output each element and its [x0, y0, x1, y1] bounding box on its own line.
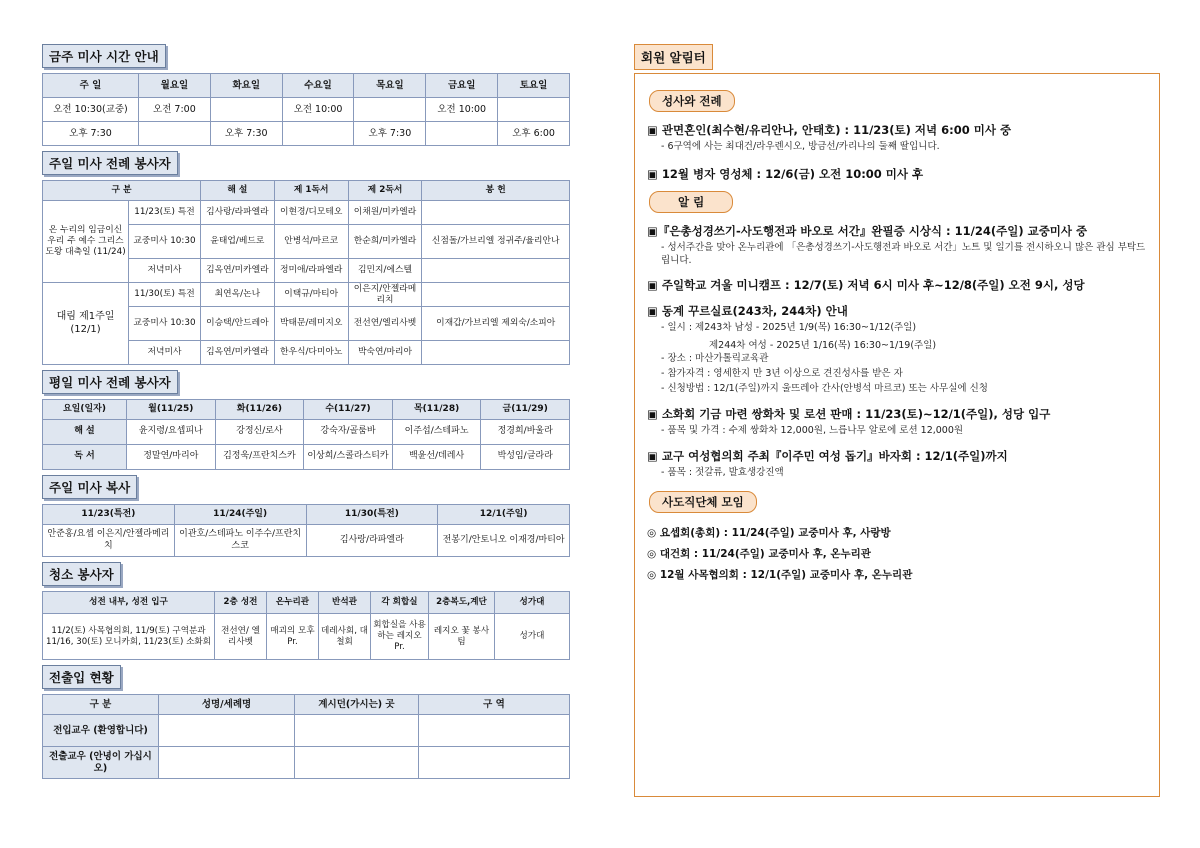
notice-detail: - 6구역에 사는 최대건/라우렌시오, 방금선/카리나의 둘째 딸입니다.	[661, 141, 940, 152]
notice-detail: - 신청방법 : 12/1(주일)까지 울뜨레아 간사(안병석 마르코) 또는 사무실에 신청	[661, 382, 988, 394]
table-cell: 전봉기/안토니오 이재경/마티아	[438, 525, 570, 557]
table-cell: 안준홍/요셉 이은지/안젤라메리치	[43, 525, 175, 557]
header-cell: 계시던(가시는) 곳	[295, 695, 419, 715]
notice-item: ▣ 교구 여성협의회 주최『이주민 여성 돕기』바자회 : 12/1(주일)까지	[647, 448, 1008, 463]
table-cell	[159, 715, 295, 747]
header-cell: 각 회합실	[371, 592, 429, 614]
table-cell: 이현경/디모테오	[274, 201, 348, 225]
notice-item: ▣ 소화회 기금 마련 쌍화차 및 로션 판매 : 11/23(토)~12/1(주일), 성당 입구	[647, 406, 1051, 421]
table-cell: 김옥연/미카엘라	[201, 259, 275, 283]
header-cell: 반석관	[319, 592, 371, 614]
notice-item: ▣『은총성경쓰기-사도행전과 바오로 서간』완필증 시상식 : 11/24(주일) 교중미사 중	[647, 223, 1088, 238]
table-cell: 정말연/마리아	[127, 445, 216, 470]
table-cell: 박태문/레미지오	[274, 307, 348, 341]
table-cell: 회합실을 사용하는 레지오 Pr.	[371, 614, 429, 660]
table-cell: 김사랑/라파엘라	[201, 201, 275, 225]
sunday-server-table	[42, 504, 570, 557]
table-cell	[295, 747, 419, 779]
sunday-liturgy-title: 주일 미사 전례 봉사자	[42, 151, 178, 175]
table-cell: 박숙연/마리아	[348, 341, 422, 365]
header-cell: 11/23(특전)	[43, 505, 175, 525]
row-label: 해 설	[43, 420, 127, 445]
header-cell: 구 분	[43, 181, 201, 201]
table-cell: 윤지령/요셉피나	[127, 420, 216, 445]
table-cell: 강정신/로사	[215, 420, 304, 445]
header-cell: 목(11/28)	[392, 400, 481, 420]
notice-detail: 제244차 여성 - 2025년 1/16(목) 16:30~1/19(주일)	[709, 340, 937, 352]
notice-item: ▣ 12월 병자 영성체 : 12/6(금) 오전 10:00 미사 후	[647, 166, 924, 181]
meeting-item: ◎ 12월 사목협의회 : 12/1(주일) 교중미사 후, 온누리관	[647, 569, 913, 582]
table-cell	[422, 341, 570, 365]
header-cell: 11/30(특전)	[306, 505, 438, 525]
table-cell	[210, 98, 282, 122]
cleaning-table	[42, 591, 570, 660]
header-cell: 2층 성전	[215, 592, 267, 614]
header-cell: 성가대	[495, 592, 570, 614]
header-cell: 성명/세례명	[159, 695, 295, 715]
table-cell: 한순희/미카엘라	[348, 225, 422, 259]
table-cell: 김민지/에스텔	[348, 259, 422, 283]
cleaning-title: 청소 봉사자	[42, 562, 121, 586]
table-cell: 오후 6:00	[498, 122, 570, 146]
table-cell: 신점돌/가브리엘 정귀주/율리안나	[422, 225, 570, 259]
header-cell: 화요일	[210, 74, 282, 98]
table-cell: 데레사회, 대철회	[319, 614, 371, 660]
table-cell: 교중미사 10:30	[129, 225, 201, 259]
header-cell: 제 1독서	[274, 181, 348, 201]
table-cell: 오전 7:00	[139, 98, 211, 122]
table-cell: 교중미사 10:30	[129, 307, 201, 341]
table-cell: 저녁미사	[129, 341, 201, 365]
notice-item: ▣ 동계 꾸르실료(243차, 244차) 안내	[647, 304, 848, 319]
table-cell: 이승택/안드레아	[201, 307, 275, 341]
row-label: 독 서	[43, 445, 127, 470]
header-cell: 성전 내부, 성전 입구	[43, 592, 215, 614]
table-cell: 정경희/바울라	[481, 420, 570, 445]
notice-item: ▣ 주일학교 겨울 미니캠프 : 12/7(토) 저녁 6시 미사 후~12/8(주일) 오전 9시, 성당	[647, 278, 1085, 293]
notice-detail: - 장소 : 마산가톨릭교육관	[661, 353, 769, 365]
notice-detail: - 참가자격 : 영세한지 만 3년 이상으로 견진성사를 받은 자	[661, 368, 903, 380]
header-cell: 월(11/25)	[127, 400, 216, 420]
table-cell	[422, 283, 570, 307]
table-cell	[422, 201, 570, 225]
table-cell: 매괴의 모후 Pr.	[267, 614, 319, 660]
mass-times-section	[42, 44, 570, 146]
header-cell: 구 분	[43, 695, 159, 715]
notice-item: ▣ 관면혼인(최수현/유리안나, 안태호) : 11/23(토) 저녁 6:00 미사 중	[647, 123, 1012, 137]
table-cell	[295, 715, 419, 747]
table-cell	[419, 747, 570, 779]
header-cell: 2층복도,계단	[429, 592, 495, 614]
table-cell: 이상희/스콜라스티카	[304, 445, 393, 470]
header-cell: 금(11/29)	[481, 400, 570, 420]
row-label: 전출교우 (안녕이 가십시오)	[43, 747, 159, 779]
table-cell: 강숙자/골룸바	[304, 420, 393, 445]
header-cell: 봉 헌	[422, 181, 570, 201]
header-cell: 월요일	[139, 74, 211, 98]
mass-times-table	[42, 73, 570, 146]
table-cell	[419, 715, 570, 747]
header-cell: 금요일	[426, 74, 498, 98]
table-cell: 성가대	[495, 614, 570, 660]
table-cell: 오후 7:30	[210, 122, 282, 146]
header-cell: 12/1(주일)	[438, 505, 570, 525]
table-cell: 오전 10:00	[426, 98, 498, 122]
notice-detail: - 성서주간을 맞아 온누리관에 「은총성경쓰기-사도행전과 바오로 서간」노트 및 일기를 전시하오니 많은 관심 부탁드립니다.	[661, 241, 1146, 266]
table-cell	[159, 747, 295, 779]
table-cell: 안병석/마르코	[274, 225, 348, 259]
table-cell: 이채원/미카엘라	[348, 201, 422, 225]
table-cell: 11/2(토) 사목협의회, 11/9(토) 구역분과 11/16, 30(토) 모니카회, 11/23(토) 소화회	[43, 614, 215, 660]
weekday-liturgy-title: 평일 미사 전례 봉사자	[42, 370, 178, 394]
header-cell: 요일(일자)	[43, 400, 127, 420]
transfer-table	[42, 694, 570, 779]
header-cell: 주 일	[43, 74, 139, 98]
table-cell: 백윤선/데레사	[392, 445, 481, 470]
group-cell: 대림 제1주일 (12/1)	[43, 283, 129, 365]
meeting-item: ◎ 요셉회(총회) : 11/24(주일) 교중미사 후, 사랑방	[647, 527, 891, 540]
sunday-liturgy-section	[42, 151, 570, 365]
header-cell: 제 2독서	[348, 181, 422, 201]
notice-detail: - 품목 : 젓갈류, 발효생강진액	[661, 466, 784, 478]
table-cell: 이주섭/스테파노	[392, 420, 481, 445]
table-cell: 오전 10:30(교중)	[43, 98, 139, 122]
section-pill-sacraments: 성사와 전례	[649, 90, 735, 112]
table-cell	[498, 98, 570, 122]
sunday-server-section	[42, 475, 570, 557]
table-cell: 정미애/라파엘라	[274, 259, 348, 283]
header-cell: 구 역	[419, 695, 570, 715]
header-cell: 수요일	[282, 74, 354, 98]
table-cell: 오후 7:30	[43, 122, 139, 146]
meeting-item: ◎ 대건회 : 11/24(주일) 교중미사 후, 온누리관	[647, 548, 871, 561]
table-cell: 오후 7:30	[354, 122, 426, 146]
table-cell: 전선연/ 엘리사벳	[215, 614, 267, 660]
table-cell	[354, 98, 426, 122]
notice-title: 회원 알림터	[634, 44, 713, 70]
table-cell: 이은지/안젤라메리치	[348, 283, 422, 307]
notice-box	[634, 73, 1160, 797]
table-cell: 11/30(토) 특전	[129, 283, 201, 307]
table-cell: 박성임/글라라	[481, 445, 570, 470]
sunday-liturgy-table	[42, 180, 570, 365]
header-cell: 토요일	[498, 74, 570, 98]
header-cell: 목요일	[354, 74, 426, 98]
cleaning-section	[42, 562, 570, 660]
mass-times-title: 금주 미사 시간 안내	[42, 44, 166, 68]
table-cell: 오전 10:00	[282, 98, 354, 122]
table-cell: 전선연/엘리사벳	[348, 307, 422, 341]
table-cell	[426, 122, 498, 146]
table-cell: 이관호/스테파노 이주수/프란치스코	[174, 525, 306, 557]
transfer-section	[42, 665, 570, 779]
table-cell: 윤태업/베드로	[201, 225, 275, 259]
table-cell: 저녁미사	[129, 259, 201, 283]
table-cell: 11/23(토) 특전	[129, 201, 201, 225]
header-cell: 11/24(주일)	[174, 505, 306, 525]
table-cell: 이재갑/가브리엘 제외숙/소피아	[422, 307, 570, 341]
transfer-title: 전출입 현황	[42, 665, 121, 689]
header-cell: 화(11/26)	[215, 400, 304, 420]
section-pill-notices: 알 림	[649, 191, 733, 213]
table-cell: 김사랑/라파엘라	[306, 525, 438, 557]
table-cell	[139, 122, 211, 146]
row-label: 전입교우 (환영합니다)	[43, 715, 159, 747]
sunday-server-title: 주일 미사 복사	[42, 475, 137, 499]
table-cell: 이택규/마티아	[274, 283, 348, 307]
table-cell: 김정욱/프란치스카	[215, 445, 304, 470]
header-cell: 수(11/27)	[304, 400, 393, 420]
notice-detail: - 품목 및 가격 : 수제 쌍화차 12,000원, 느릅나무 알로에 로션 12,000원	[661, 424, 964, 436]
notice-detail: - 일시 : 제243차 남성 - 2025년 1/9(목) 16:30~1/12(주일)	[661, 322, 917, 334]
header-cell: 해 설	[201, 181, 275, 201]
group-cell: 온 누리의 임금이신 우리 주 예수 그리스도왕 대축일 (11/24)	[43, 201, 129, 283]
weekday-liturgy-table	[42, 399, 570, 470]
header-cell: 온누리관	[267, 592, 319, 614]
weekday-liturgy-section	[42, 370, 570, 470]
section-pill-groups: 사도직단체 모임	[649, 491, 757, 513]
table-cell: 최연옥/논나	[201, 283, 275, 307]
right-column	[634, 44, 1194, 797]
table-cell: 한우식/다미아노	[274, 341, 348, 365]
table-cell	[422, 259, 570, 283]
table-cell: 김옥연/미카엘라	[201, 341, 275, 365]
table-cell: 레지오 꽃 봉사팀	[429, 614, 495, 660]
table-cell	[282, 122, 354, 146]
left-column	[42, 44, 570, 784]
